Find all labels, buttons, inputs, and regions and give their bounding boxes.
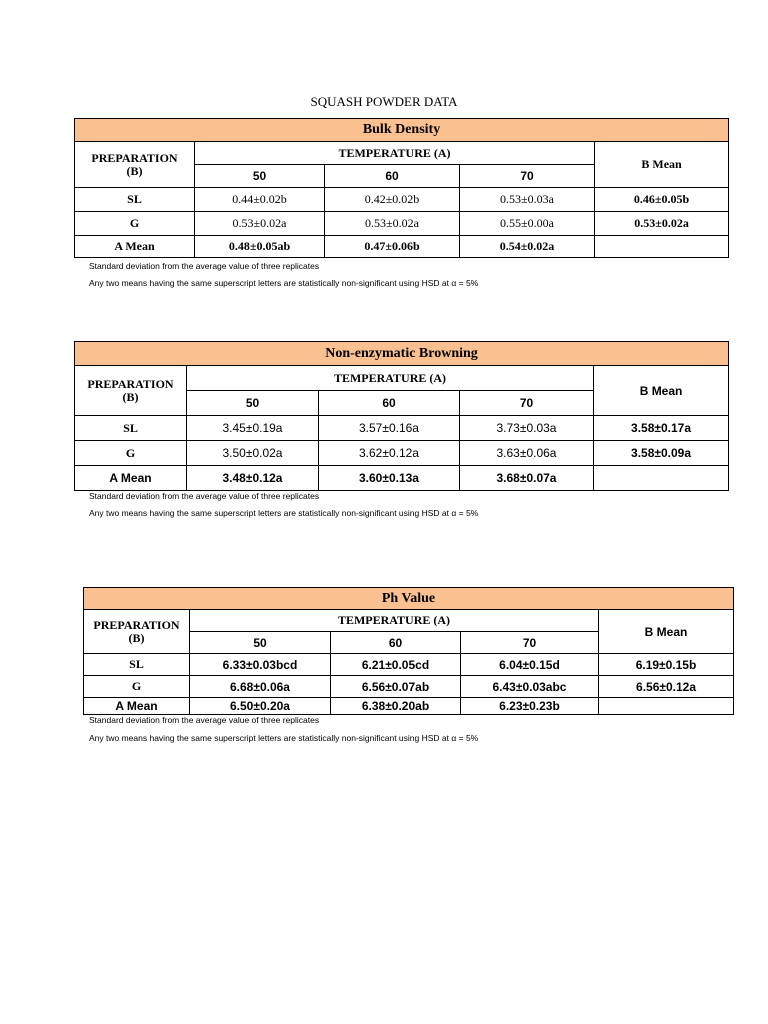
b-mean-value: 6.56±0.12a [599, 676, 734, 698]
row-label: G [75, 441, 187, 466]
cell-value: 6.56±0.07ab [331, 676, 461, 698]
cell-value: 3.50±0.02a [187, 441, 319, 466]
a-mean-value: 0.47±0.06b [325, 236, 460, 258]
temp-col-70: 70 [460, 391, 594, 416]
a-mean-value: 6.38±0.20ab [331, 698, 461, 715]
cell-value: 3.57±0.16a [319, 416, 460, 441]
cell-value: 3.73±0.03a [460, 416, 594, 441]
cell-value: 0.42±0.02b [325, 188, 460, 212]
cell-value: 3.63±0.06a [460, 441, 594, 466]
a-mean-row [75, 466, 729, 491]
temperature-header: TEMPERATURE (A) [190, 610, 599, 632]
footnote-hsd: Any two means having the same superscript letters are statistically non-significant using HSD at α = 5% [89, 733, 479, 743]
footnote-sd: Standard deviation from the average value of three replicates [89, 261, 320, 271]
cell-value: 0.55±0.00a [460, 212, 595, 236]
temp-col-50: 50 [187, 391, 319, 416]
a-mean-value: 6.23±0.23b [461, 698, 599, 715]
non-enzymatic-browning-table [74, 341, 729, 491]
cell-value: 3.45±0.19a [187, 416, 319, 441]
cell-value: 0.53±0.02a [195, 212, 325, 236]
preparation-header [84, 610, 190, 654]
temp-col-70: 70 [461, 632, 599, 654]
cell-value: 0.53±0.02a [325, 212, 460, 236]
footnote-sd: Standard deviation from the average value of three replicates [89, 491, 320, 501]
table-row [75, 441, 729, 466]
b-mean-header: B Mean [595, 142, 729, 188]
cell-value: 6.33±0.03bcd [190, 654, 331, 676]
preparation-sub-label: (B) [128, 630, 145, 645]
row-label: A Mean [84, 698, 190, 715]
temp-col-60: 60 [319, 391, 460, 416]
preparation-label: PREPARATION [91, 150, 178, 165]
temp-col-60: 60 [331, 632, 461, 654]
ph-value-table [83, 587, 734, 715]
table-row [75, 212, 729, 236]
footnote-hsd: Any two means having the same superscript letters are statistically non-significant using HSD at α = 5% [89, 278, 479, 288]
cell-value: 0.53±0.03a [460, 188, 595, 212]
preparation-sub-label: (B) [126, 163, 143, 178]
temp-col-50: 50 [190, 632, 331, 654]
b-mean-value: 3.58±0.09a [594, 441, 729, 466]
row-label: SL [75, 188, 195, 212]
table-row [84, 654, 734, 676]
temp-col-50: 50 [195, 165, 325, 188]
table-title: Non-enzymatic Browning [75, 342, 729, 366]
temperature-header: TEMPERATURE (A) [187, 366, 594, 391]
table-row [75, 188, 729, 212]
temp-col-70: 70 [460, 165, 595, 188]
a-mean-value: 0.48±0.05ab [195, 236, 325, 258]
cell-value: 6.68±0.06a [190, 676, 331, 698]
a-mean-row [75, 236, 729, 258]
footnote-hsd: Any two means having the same superscript letters are statistically non-significant using HSD at α = 5% [89, 508, 479, 518]
bulk-density-table [74, 118, 729, 258]
a-mean-value: 3.60±0.13a [319, 466, 460, 491]
row-label: G [75, 212, 195, 236]
empty-cell [594, 466, 729, 491]
row-label: SL [75, 416, 187, 441]
preparation-sub-label: (B) [122, 389, 139, 404]
preparation-label: PREPARATION [93, 617, 180, 632]
b-mean-value: 6.19±0.15b [599, 654, 734, 676]
b-mean-value: 3.58±0.17a [594, 416, 729, 441]
b-mean-value: 0.46±0.05b [595, 188, 729, 212]
a-mean-value: 3.68±0.07a [460, 466, 594, 491]
row-label: A Mean [75, 236, 195, 258]
row-label: G [84, 676, 190, 698]
page-title: SQUASH POWDER DATA [310, 94, 458, 109]
table-title: Ph Value [84, 588, 734, 610]
cell-value: 3.62±0.12a [319, 441, 460, 466]
cell-value: 0.44±0.02b [195, 188, 325, 212]
empty-cell [599, 698, 734, 715]
cell-value: 6.04±0.15d [461, 654, 599, 676]
a-mean-value: 3.48±0.12a [187, 466, 319, 491]
footnote-sd: Standard deviation from the average value of three replicates [89, 715, 320, 725]
temp-col-60: 60 [325, 165, 460, 188]
empty-cell [595, 236, 729, 258]
row-label: SL [84, 654, 190, 676]
b-mean-header: B Mean [594, 366, 729, 416]
preparation-header [75, 366, 187, 416]
a-mean-row [84, 698, 734, 715]
preparation-header [75, 142, 195, 188]
a-mean-value: 0.54±0.02a [460, 236, 595, 258]
table-row [84, 676, 734, 698]
temperature-header: TEMPERATURE (A) [195, 142, 595, 165]
b-mean-header: B Mean [599, 610, 734, 654]
cell-value: 6.43±0.03abc [461, 676, 599, 698]
a-mean-value: 6.50±0.20a [190, 698, 331, 715]
cell-value: 6.21±0.05cd [331, 654, 461, 676]
b-mean-value: 0.53±0.02a [595, 212, 729, 236]
preparation-label: PREPARATION [87, 376, 174, 391]
row-label: A Mean [75, 466, 187, 491]
table-row [75, 416, 729, 441]
table-title: Bulk Density [75, 119, 729, 142]
